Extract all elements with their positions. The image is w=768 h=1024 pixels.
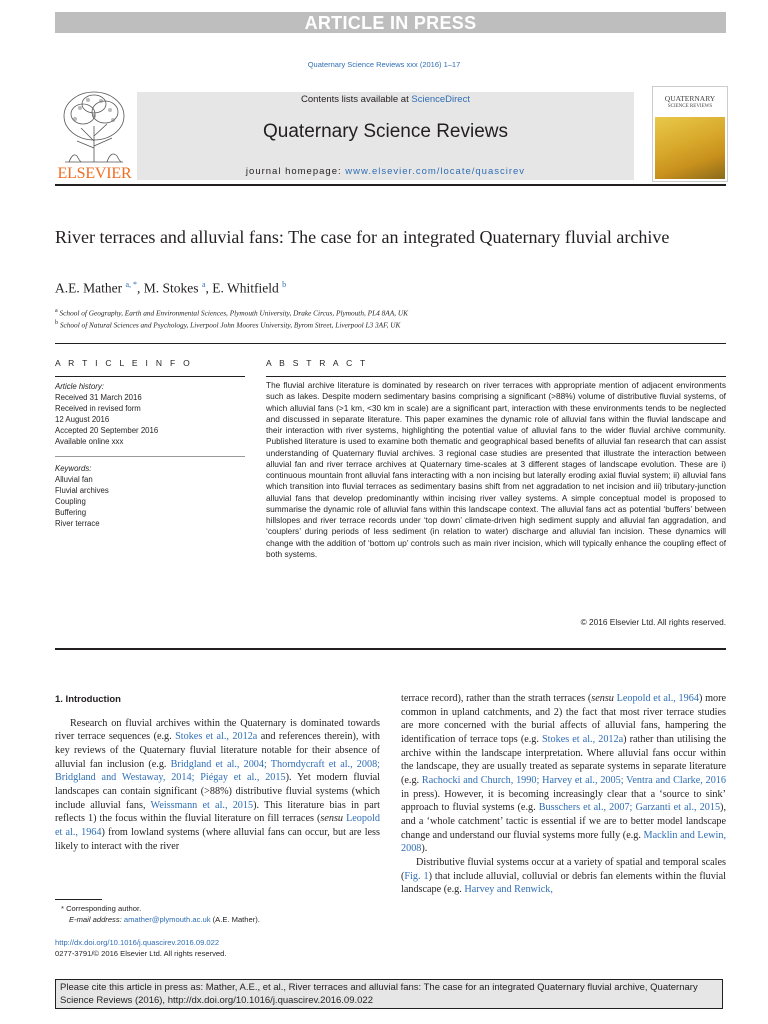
masthead-rule bbox=[55, 184, 726, 186]
author-affil-sup[interactable]: b bbox=[282, 280, 287, 289]
cover-title-line2: SCIENCE REVIEWS bbox=[667, 104, 713, 109]
affiliation-sup: b bbox=[55, 320, 59, 327]
sciencedirect-link[interactable]: ScienceDirect bbox=[411, 94, 470, 105]
journal-title: Quaternary Science Reviews bbox=[263, 121, 508, 142]
reference-link[interactable]: Leopold et al., 1964 bbox=[55, 813, 381, 838]
author-affil-sup[interactable]: a bbox=[201, 280, 206, 289]
abstract-copyright: © 2016 Elsevier Ltd. All rights reserved. bbox=[580, 617, 726, 627]
contents-prefix: Contents lists available at bbox=[301, 94, 412, 105]
section-heading: 1. Introduction bbox=[55, 694, 121, 705]
affiliation bbox=[55, 318, 408, 330]
body-right-column bbox=[401, 692, 726, 897]
history-item: Accepted 20 September 2016 bbox=[55, 426, 159, 436]
doi-link[interactable]: http://dx.doi.org/10.1016/j.quascirev.2016.09.022 bbox=[55, 938, 220, 947]
article-history bbox=[55, 381, 158, 448]
reference-link[interactable]: Stokes et al., 2012a bbox=[542, 733, 624, 745]
citation-box: Please cite this article in press as: Mather, A.E., et al., River terraces and alluvial fans: The case for an integrated Quaternary fluvial archive, Quaternary Science Reviews (2016), http://dx.doi.org/10.1016/j.quascirev.2016.09.022 bbox=[55, 979, 723, 1009]
reference-link[interactable]: Macklin and Lewin, 2008 bbox=[401, 829, 726, 855]
journal-homepage-line bbox=[137, 166, 634, 177]
reference-link[interactable]: Harvey and Renwick, bbox=[464, 884, 553, 896]
intro-paragraph-3: Distributive fluvial systems occur at a variety of spatial and temporal scales (Fig. 1) that include alluvial, colluvial or debris fan elements within the fluvial landscape (e.g. Harvey and Renwick, bbox=[401, 856, 726, 896]
homepage-prefix: journal homepage: bbox=[245, 166, 346, 177]
affiliation-text: School of Natural Sciences and Psychology, Liverpool John Moores University, Byrom Street, Liverpool L3 3AF, UK bbox=[59, 320, 401, 330]
footnote bbox=[55, 903, 260, 925]
history-label: Article history: bbox=[55, 382, 104, 391]
affiliation-text: School of Geography, Earth and Environmental Sciences, Plymouth University, Drake Circus, Plymouth, PL4 8AA, UK bbox=[59, 308, 408, 318]
email-label: E-mail address: bbox=[69, 915, 124, 924]
italic-term: sensu bbox=[591, 693, 614, 704]
intro-paragraph-1: Research on fluvial archives within the Quaternary is dominated towards river terrace sequences (e.g. Stokes et al., 2012a and references therein), with key reviews of the Quaternary fluvial literature notable for their absence of alluvial fan inclusion (e.g. Bridgland et al., 2004; Thorndycraft et al., 2008; Bridgland and Westaway, 2014; Piégay et al., 2015). Yet modern fluvial landscapes can contain significant (>88%) distributive fluvial systems (which include alluvial fans, Weissmann et al., 2015). This literature bias in part reflects 1) the focus within the fluvial literature on fill terraces (sensu Leopold et al., 1964) from lowland systems (where alluvial fans can occur, but are less likely to interact with the river bbox=[55, 717, 381, 852]
journal-citation-link[interactable]: Quaternary Science Reviews xxx (2016) 1–17 bbox=[307, 60, 461, 69]
keywords bbox=[55, 463, 109, 530]
keyword: Fluvial archives bbox=[55, 486, 109, 496]
email-suffix: (A.E. Mather). bbox=[210, 915, 260, 924]
affiliation-sup: a bbox=[55, 308, 58, 314]
elsevier-wordmark[interactable]: ELSEVIER bbox=[57, 165, 132, 182]
reference-link[interactable]: Stokes et al., 2012a bbox=[175, 731, 258, 743]
cover-title-line1: QUATERNARY bbox=[664, 94, 716, 103]
corresponding-author-note: * Corresponding author. bbox=[61, 904, 142, 913]
reference-link[interactable]: Leopold et al., 1964 bbox=[616, 693, 699, 704]
author-affil-sup[interactable]: a, * bbox=[125, 280, 138, 289]
abstract-heading: A B S T R A C T bbox=[266, 358, 369, 368]
keyword: Buffering bbox=[55, 508, 87, 518]
abstract-bottom-rule bbox=[55, 648, 726, 650]
italic-term: sensu bbox=[320, 813, 344, 825]
article-info-rule bbox=[55, 376, 245, 377]
author-list: A.E. Mather $^{a, *}$, M. Stokes $^a$, E. Whitfield $^b$ bbox=[55, 280, 287, 296]
keywords-label: Keywords: bbox=[55, 464, 92, 473]
footnote-rule bbox=[55, 899, 102, 900]
abstract-rule bbox=[266, 376, 726, 377]
keyword: Alluvial fan bbox=[55, 475, 93, 485]
cover-title bbox=[653, 95, 727, 111]
affiliation bbox=[55, 306, 408, 318]
history-item: Available online xxx bbox=[55, 437, 124, 447]
masthead-center-panel bbox=[137, 92, 634, 180]
author-name[interactable]: M. Stokes bbox=[143, 280, 199, 296]
reference-link[interactable]: Rachocki and Church, 1990; Harvey et al., 2005; Ventra and Clarke, 2016 bbox=[421, 774, 726, 786]
intro-paragraph-2: terrace record), rather than the strath terraces (sensu Leopold et al., 1964) more common in upland catchments, and 2) the fact that most river terrace studies are more concerned with the burial affects of alluvial fans, hampering the identification of terrace tops (e.g. Stokes et al., 2012a) rather than utilising the archive within the landscape interpretation. Where alluvial fans occur within the landscape, they are usually treated as separate systems in separate literature (e.g. Rachocki and Church, 1990; Harvey et al., 2005; Ventra and Clarke, 2016 in press). However, it is becoming increasingly clear that a ‘source to sink’ approach to fluvial systems (e.g. Busschers et al., 2007; Garzanti et al., 2015), and a ‘whole catchment’ tactic is essential if we are to better model landscape change and understand our fluvial systems more fully (e.g. Macklin and Lewin, 2008). bbox=[401, 693, 727, 855]
article-title: River terraces and alluvial fans: The case for an integrated Quaternary fluvial archive bbox=[55, 227, 670, 247]
issn-line: 0277-3791/© 2016 Elsevier Ltd. All rights reserved. bbox=[55, 948, 227, 958]
author-name[interactable]: A.E. Mather bbox=[55, 280, 123, 296]
author-name[interactable]: E. Whitfield bbox=[212, 280, 279, 296]
reference-link[interactable]: Fig. 1 bbox=[404, 870, 429, 882]
keyword: Coupling bbox=[55, 497, 86, 507]
journal-masthead bbox=[55, 86, 726, 182]
header-rule bbox=[55, 343, 726, 344]
email-link[interactable]: amather@plymouth.ac.uk bbox=[123, 915, 211, 924]
article-in-press-banner: ARTICLE IN PRESS bbox=[55, 12, 726, 33]
reference-link[interactable]: Bridgland et al., 2004; Thorndycraft et al., 2008; Bridgland and Westaway, 2014; Piégay et al., 2015 bbox=[55, 758, 380, 784]
reference-link[interactable]: Busschers et al., 2007; Garzanti et al., 2015 bbox=[538, 802, 721, 814]
article-info-heading: A R T I C L E I N F O bbox=[55, 358, 193, 368]
history-item: Received 31 March 2016 bbox=[55, 393, 142, 403]
contents-line bbox=[137, 94, 634, 105]
reference-link[interactable]: Weissmann et al., 2015 bbox=[150, 799, 254, 811]
affiliations bbox=[55, 306, 408, 331]
history-item: 12 August 2016 bbox=[55, 415, 110, 425]
email-line bbox=[55, 914, 260, 925]
history-item: Received in revised form bbox=[55, 404, 141, 414]
article-info-divider bbox=[55, 456, 245, 457]
doi-block bbox=[55, 938, 227, 959]
journal-cover-thumbnail[interactable] bbox=[652, 86, 728, 182]
body-left-column bbox=[55, 693, 380, 853]
keyword: River terrace bbox=[55, 519, 100, 529]
abstract-text: The fluvial archive literature is dominated by research on river terraces with appropriate mention of adjacent environments such as lakes. Despite modern sedimentary basins comprising a significant (>88%) volume of distributive fluvial systems, of which alluvial fans (>1 km, <30 km in scale) are a significant part, interaction with these environments tends to be neglected and discussed in separate literature. This paper examines the dynamic role of alluvial fans within the fluvial landscape and their interaction with river systems, highlighting the potential value of alluvial fans to the wider fluvial archive community. Published literature is used to examine both thematic and geographical based benefits of alluvial fan research that can assist understanding of Quaternary fluvial archives. 3 regional case studies are presented that illustrate the interaction between alluvial fan and river terrace archives at Quaternary time-scales at 3 different stages of landscape evolution. These are i) continuous mountain front alluvial fans interacting with a non incising but laterally eroding axial fluvial system; ii) alluvial fans which transition into fluvial terraces as sedimentary basins shift from net aggradation to net incision and iii) tributary-junction alluvial fans that develop predominantly within incising river valley systems. A simple conceptual model is proposed to summarise the dynamic role of alluvial fans within this landscape context. The alluvial fans act as potential ‘buffers’ between hillslopes and river terrace records under ‘top down’ climate-driven high sediment supply and alluvial fan aggradation, and ‘couplers’ during periods of less sediment (in relation to water) discharge and alluvial fan incision. These dynamics will change with the addition of ‘bottom up’ controls such as main river incision, which will typically enhance the coupling effect of both systems. bbox=[266, 380, 726, 559]
cover-image bbox=[655, 117, 725, 179]
journal-homepage-link[interactable]: www.elsevier.com/locate/quascirev bbox=[345, 166, 526, 177]
